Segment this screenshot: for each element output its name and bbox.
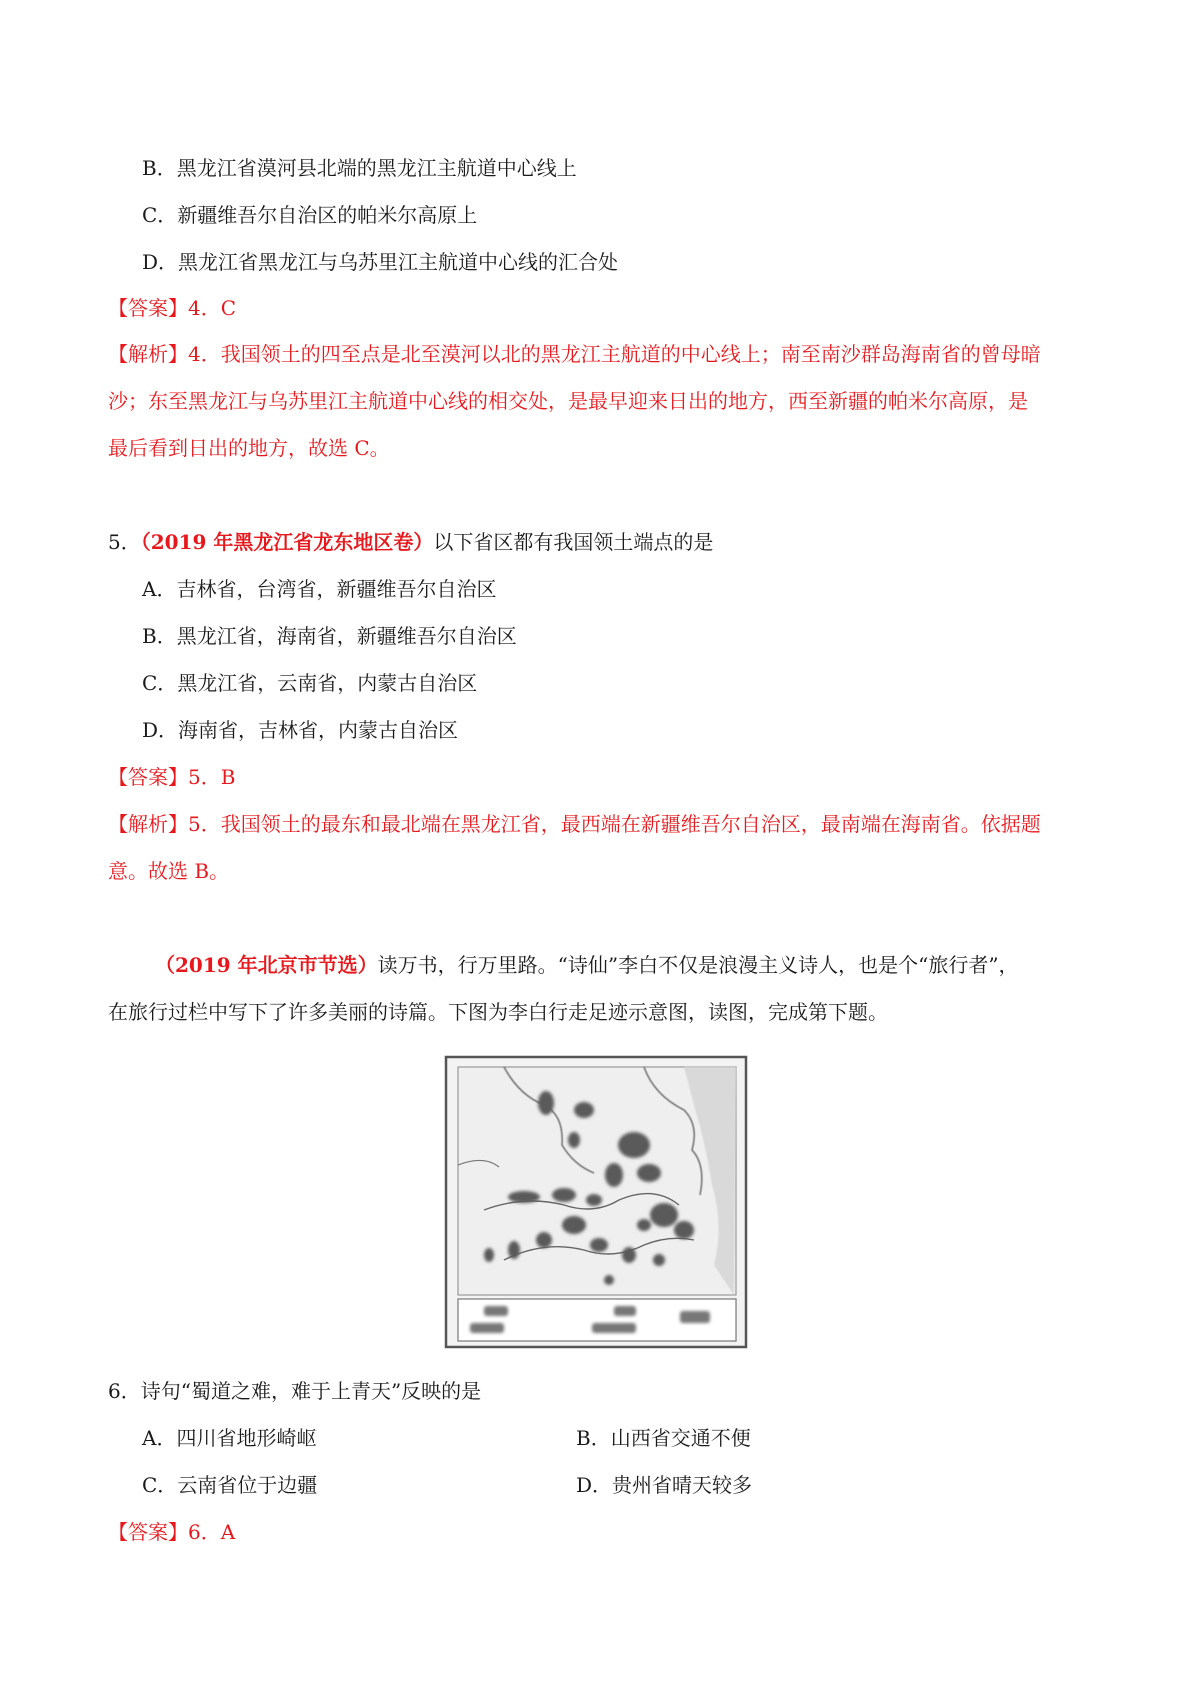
q5-option-a: A．吉林省，台湾省，新疆维吾尔自治区 [142,577,497,601]
q6-option-d: D．贵州省晴天较多 [576,1473,753,1497]
li-bai-travel-map [444,1055,748,1349]
q4-option-b: B．黑龙江省漠河县北端的黑龙江主航道中心线上 [142,156,577,180]
q6-stem: 6．诗句“蜀道之难，难于上青天”反映的是 [108,1379,482,1403]
q6-option-a: A．四川省地形崎岖 [142,1426,317,1450]
q4-analysis-line-3: 最后看到日出的地方，故选 C。 [108,436,390,460]
q4-option-d: D．黑龙江省黑龙江与乌苏里江主航道中心线的汇合处 [142,250,619,274]
q4-analysis-line-1: 【解析】4．我国领土的四至点是北至漠河以北的黑龙江主航道的中心线上；南至南沙群岛海南省的曾母暗 [108,342,1041,366]
q5-option-c: C．黑龙江省，云南省，内蒙古自治区 [142,671,478,695]
q5-option-d: D．海南省，吉林省，内蒙古自治区 [142,718,459,742]
q5-option-b: B．黑龙江省，海南省，新疆维吾尔自治区 [142,624,517,648]
q5-source: （2019 年黑龙江省龙东地区卷） [140,530,434,554]
q6-option-b: B．山西省交通不便 [576,1426,751,1450]
q4-option-c: C．新疆维吾尔自治区的帕米尔高原上 [142,203,478,227]
q5-stem: 5．（2019 年黑龙江省龙东地区卷）以下省区都有我国领土端点的是 [108,530,714,554]
q4-analysis-line-2: 沙；东至黑龙江与乌苏里江主航道中心线的相交处，是最早迎来日出的地方，西至新疆的帕米尔高原，是 [108,389,1028,413]
q6-answer: 【答案】6．A [108,1520,236,1544]
q4-answer: 【答案】4．C [108,296,237,320]
map-graphic [444,1055,748,1349]
q5-answer: 【答案】5．B [108,765,236,789]
intro-line-1: （2019 年北京市节选）读万书，行万里路。“诗仙”李白不仅是浪漫主义诗人，也是个“旅行者”， [155,953,1019,977]
q6-option-c: C．云南省位于边疆 [142,1473,318,1497]
intro-line-2: 在旅行过栏中写下了许多美丽的诗篇。下图为李白行走足迹示意图，读图，完成第下题。 [108,1000,888,1024]
q5-analysis-line-2: 意。故选 B。 [108,859,230,883]
intro-source: （2019 年北京市节选） [155,953,378,977]
q5-analysis-line-1: 【解析】5．我国领土的最东和最北端在黑龙江省，最西端在新疆维吾尔自治区，最南端在海南省。依据题 [108,812,1041,836]
